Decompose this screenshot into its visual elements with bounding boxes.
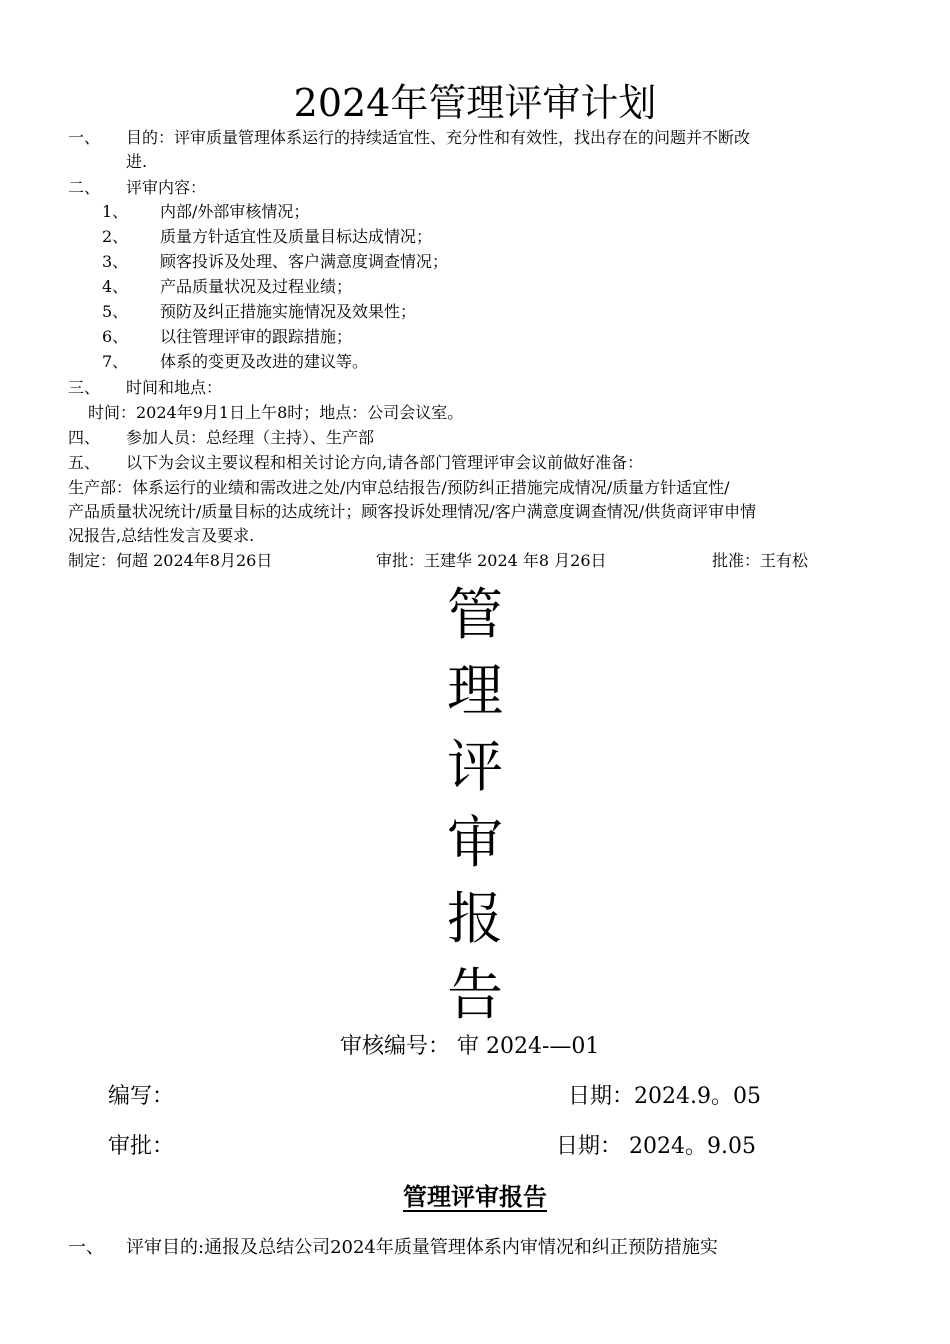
cover-title-char: 管 — [447, 583, 503, 648]
list-item-text: 产品质量状况及过程业绩； — [160, 277, 353, 296]
section-4-number: 四、 — [68, 428, 101, 447]
cover-title-char: 审 — [447, 811, 503, 876]
cover-title-char: 理 — [447, 659, 503, 724]
section-2-number: 二、 — [68, 178, 101, 197]
agenda-paragraph-line: 产品质量状况统计/质量目标的达成统计；顾客投诉处理情况/客户满意度调查情况/供货商评审申情 — [68, 502, 757, 521]
list-item-text: 顾客投诉及处理、客户满意度调查情况； — [160, 252, 449, 271]
section-1-continuation: 进. — [126, 152, 148, 171]
reviewed-by: 审批：王建华 2024 年8 月26日 — [376, 551, 607, 570]
made-by: 制定：何超 2024年8月26日 — [68, 551, 273, 570]
time-place-detail: 时间：2024年9月1日上午8时；地点：公司会议室。 — [88, 403, 464, 422]
list-item-number: 2、 — [102, 227, 129, 246]
list-item-number: 1、 — [102, 202, 129, 221]
agenda-paragraph-line: 生产部：体系运行的业绩和需改进之处/内审总结报告/预防纠正措施完成情况/质量方针适宜性/ — [68, 478, 730, 497]
report-title: 管理评审报告 — [403, 1183, 547, 1211]
section-1-number: 一、 — [68, 128, 101, 147]
list-item-text: 体系的变更及改进的建议等。 — [160, 352, 369, 371]
section-2-text: 评审内容： — [126, 178, 207, 197]
approver-date: 日期： 2024。9.05 — [556, 1134, 756, 1159]
cover-title-char: 评 — [447, 735, 503, 800]
cover-title-char: 告 — [447, 963, 503, 1028]
list-item-number: 6、 — [102, 327, 129, 346]
section-5-text: 以下为会议主要议程和相关讨论方向,请各部门管理评审会议前做好准备： — [126, 453, 644, 472]
list-item-text: 以往管理评审的跟踪措施； — [160, 327, 353, 346]
list-item-text: 质量方针适宜性及质量目标达成情况； — [160, 227, 433, 246]
writer-label: 编写： — [108, 1084, 175, 1109]
list-item-number: 3、 — [102, 252, 129, 271]
section-1-text: 目的：评审质量管理体系运行的持续适宜性、充分性和有效性，找出存在的问题并不断改 — [126, 128, 751, 147]
audit-number: 审核编号： 审 2024-—01 — [340, 1034, 600, 1059]
section-3-text: 时间和地点： — [126, 378, 223, 397]
report-section-1-number: 一、 — [68, 1237, 104, 1258]
approved-by: 批准：王有松 — [712, 551, 809, 570]
section-5-number: 五、 — [68, 453, 101, 472]
section-4-text: 参加人员：总经理（主持）、生产部 — [126, 428, 375, 447]
list-item-text: 预防及纠正措施实施情况及效果性； — [160, 302, 417, 321]
approver-label: 审批： — [108, 1134, 175, 1159]
list-item-number: 7、 — [102, 352, 129, 371]
plan-title: 2024年管理评审计划 — [293, 81, 657, 125]
cover-title-char: 报 — [447, 887, 503, 952]
writer-date: 日期：2024.9。05 — [568, 1084, 761, 1109]
section-3-number: 三、 — [68, 378, 101, 397]
agenda-paragraph-line: 况报告,总结性发言及要求. — [68, 526, 255, 545]
report-section-1-text: 评审目的:通报及总结公司2024年质量管理体系内审情况和纠正预防措施实 — [126, 1237, 718, 1258]
list-item-number: 4、 — [102, 277, 129, 296]
list-item-number: 5、 — [102, 302, 129, 321]
list-item-text: 内部/外部审核情况； — [160, 202, 310, 221]
